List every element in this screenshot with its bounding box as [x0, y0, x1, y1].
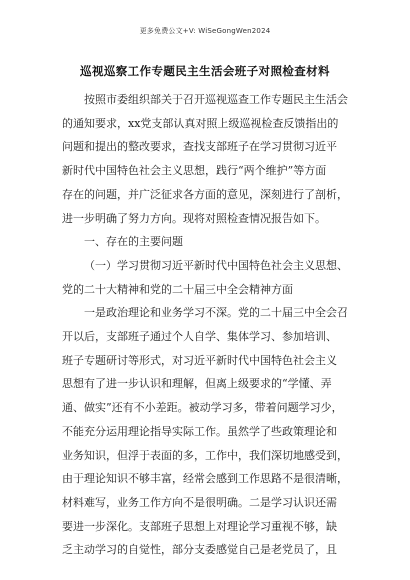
document-title: 巡视巡察工作专题民主生活会班子对照检查材料: [80, 64, 330, 78]
paragraph-line: 要进一步深化。支部班子思想上对理论学习重视不够，缺: [62, 519, 337, 533]
paragraph-line: 存在的问题，并广泛征求各方面的意见，深刻进行了剖析，: [62, 187, 348, 201]
paragraph-line: 开以后，支部班子通过个人自学、集体学习、参加培训、: [62, 330, 337, 344]
paragraph-line: 不能充分运用理论指导实际工作。虽然学了些政策理论和: [62, 424, 337, 438]
watermark-text: 更多免费公文+V: WiSeGongWen2024: [139, 27, 271, 35]
paragraph-line: 新时代中国特色社会主义思想，践行“两个维护”等方面: [62, 164, 327, 178]
subsection-heading: （一）学习贯彻习近平新时代中国特色社会主义思想、: [84, 258, 348, 272]
paragraph-line: 班子专题研讨等形式，对习近平新时代中国特色社会主义: [62, 353, 337, 367]
subsection-heading: 党的二十大精神和党的二十届三中全会精神方面: [62, 282, 293, 296]
paragraph-line: 按照市委组织部关于召开巡视巡查工作专题民主生活会: [84, 93, 348, 106]
paragraph-line: 问题和提出的整改要求，查找支部班子在学习贯彻习近平: [62, 140, 337, 154]
section-heading: 一、存在的主要问题: [84, 235, 183, 249]
paragraph-line: 的通知要求，xx党支部认真对照上级巡视检查反馈指出的: [62, 116, 339, 130]
paragraph-line: 一是政治理论和业务学习不深。党的二十届三中全会召: [84, 306, 348, 320]
paragraph-line: 进一步明确了努力方向。现将对照检查情况报告如下。: [62, 211, 326, 225]
document-body: [62, 88, 362, 562]
paragraph-line: 材料难写，业务工作方向不是很明确。二是学习认识还需: [62, 495, 337, 509]
paragraph-line: 乏主动学习的自觉性，部分支委感觉自己是老党员了，且: [62, 543, 337, 557]
paragraph-line: 由于理论知识不够丰富，经常会感到工作思路不是很清晰，: [62, 472, 348, 486]
paragraph-line: 业务知识，但浮于表面的多，工作中，我们深切地感受到，: [62, 448, 348, 462]
paragraph-line: 思想有了进一步认识和理解，但离上级要求的“学懂、弄: [62, 377, 332, 391]
paragraph-line: 通、做实”还有不小差距。被动学习多，带着问题学习少，: [62, 401, 343, 415]
